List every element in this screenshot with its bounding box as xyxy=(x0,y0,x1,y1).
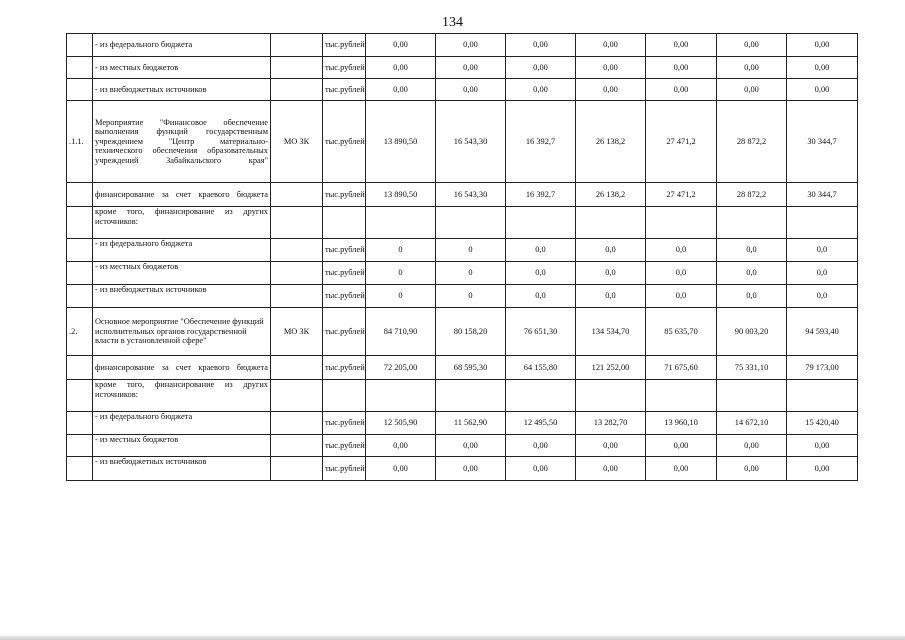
row-name: кроме того, финансирование из других источников: xyxy=(93,380,271,412)
row-value: 12 495,50 xyxy=(506,412,576,435)
row-value: 0 xyxy=(436,262,506,285)
row-value: 0,00 xyxy=(646,435,717,457)
row-value: 79 173,00 xyxy=(787,356,858,380)
row-value: 0,0 xyxy=(506,239,576,262)
row-value: 68 595,30 xyxy=(436,356,506,380)
row-value xyxy=(717,380,787,412)
row-name: - из местных бюджетов xyxy=(93,435,271,457)
row-number xyxy=(67,79,93,101)
table-row xyxy=(67,262,858,285)
table-row xyxy=(67,285,858,308)
row-responsible xyxy=(271,79,323,101)
row-responsible xyxy=(271,457,323,481)
row-value: 0,00 xyxy=(717,34,787,57)
row-number xyxy=(67,285,93,308)
table-row xyxy=(67,57,858,79)
row-value: 0,00 xyxy=(717,57,787,79)
row-responsible xyxy=(271,356,323,380)
row-value: 80 158,20 xyxy=(436,308,506,356)
row-value: 28 872,2 xyxy=(717,101,787,183)
row-value: 13 282,70 xyxy=(576,412,646,435)
row-number: .1.1. xyxy=(67,101,93,183)
row-responsible xyxy=(271,285,323,308)
row-unit: тыс.рублей xyxy=(323,412,366,435)
row-value: 0,0 xyxy=(576,285,646,308)
row-value: 0,00 xyxy=(366,457,436,481)
page-number: 134 xyxy=(442,15,463,30)
table-row xyxy=(67,79,858,101)
row-value: 15 420,40 xyxy=(787,412,858,435)
row-value: 0,0 xyxy=(646,285,717,308)
row-value: 0,0 xyxy=(576,262,646,285)
row-value: 0,00 xyxy=(717,79,787,101)
table-row xyxy=(67,380,858,412)
financing-table xyxy=(66,33,858,481)
row-value: 0,00 xyxy=(436,435,506,457)
row-value: 0,0 xyxy=(576,239,646,262)
row-responsible xyxy=(271,239,323,262)
row-value: 0 xyxy=(366,239,436,262)
row-value xyxy=(506,380,576,412)
row-value: 0,00 xyxy=(787,457,858,481)
row-responsible xyxy=(271,262,323,285)
row-value: 76 651,30 xyxy=(506,308,576,356)
row-value: 0,00 xyxy=(436,34,506,57)
row-value: 0,0 xyxy=(787,239,858,262)
row-name: - из федерального бюджета xyxy=(93,34,271,57)
row-value: 16 543,30 xyxy=(436,101,506,183)
row-value: 0,0 xyxy=(506,262,576,285)
row-responsible: МО ЗК xyxy=(271,101,323,183)
row-value: 0,00 xyxy=(436,79,506,101)
row-value: 121 252,00 xyxy=(576,356,646,380)
row-unit xyxy=(323,380,366,412)
table-row xyxy=(67,356,858,380)
row-responsible: МО ЗК xyxy=(271,308,323,356)
table-row xyxy=(67,457,858,481)
row-value: 85 635,70 xyxy=(646,308,717,356)
row-unit: тыс.рублей xyxy=(323,308,366,356)
row-value: 0,00 xyxy=(506,34,576,57)
row-value: 0,0 xyxy=(717,239,787,262)
table-row xyxy=(67,239,858,262)
row-unit: тыс.рублей xyxy=(323,435,366,457)
row-value xyxy=(436,380,506,412)
table-row xyxy=(67,34,858,57)
row-value: 27 471,2 xyxy=(646,101,717,183)
row-number xyxy=(67,262,93,285)
row-unit: тыс.рублей xyxy=(323,356,366,380)
table-row xyxy=(67,207,858,239)
row-number xyxy=(67,356,93,380)
row-value: 14 672,10 xyxy=(717,412,787,435)
row-value xyxy=(646,380,717,412)
row-value: 0 xyxy=(366,262,436,285)
row-name: Мероприятие "Финансовое обеспечение выполнения функций государственным учреждением "Центр материально-технического обеспечения образовательных учреждений Забайкальского края" xyxy=(93,101,271,183)
row-value xyxy=(576,380,646,412)
table-row xyxy=(67,308,858,356)
row-responsible xyxy=(271,380,323,412)
row-value: 84 710,90 xyxy=(366,308,436,356)
row-value: 13 890,50 xyxy=(366,183,436,207)
row-number xyxy=(67,207,93,239)
row-responsible xyxy=(271,34,323,57)
row-value: 0 xyxy=(366,285,436,308)
row-value: 0,00 xyxy=(646,457,717,481)
row-number xyxy=(67,183,93,207)
row-value: 11 562,90 xyxy=(436,412,506,435)
row-value: 0,00 xyxy=(576,79,646,101)
row-value: 13 960,10 xyxy=(646,412,717,435)
row-unit: тыс.рублей xyxy=(323,79,366,101)
row-value: 0,00 xyxy=(576,435,646,457)
row-value xyxy=(787,380,858,412)
row-value: 64 155,80 xyxy=(506,356,576,380)
row-value: 30 344,7 xyxy=(787,183,858,207)
row-name: финансирование за счет краевого бюджета xyxy=(93,183,271,207)
row-value xyxy=(436,207,506,239)
row-value: 0,00 xyxy=(787,34,858,57)
row-value: 0,00 xyxy=(646,79,717,101)
row-name: кроме того, финансирование из других источников: xyxy=(93,207,271,239)
row-value: 0,00 xyxy=(366,34,436,57)
row-unit: тыс.рублей xyxy=(323,262,366,285)
row-value: 0,00 xyxy=(366,79,436,101)
row-value: 0,0 xyxy=(646,239,717,262)
row-value: 27 471,2 xyxy=(646,183,717,207)
row-responsible xyxy=(271,183,323,207)
row-value: 0,0 xyxy=(717,262,787,285)
row-value: 30 344,7 xyxy=(787,101,858,183)
row-value: 0,0 xyxy=(787,285,858,308)
scan-edge xyxy=(0,636,905,640)
row-value: 0,00 xyxy=(506,435,576,457)
row-value: 13 890,50 xyxy=(366,101,436,183)
row-value: 26 138,2 xyxy=(576,183,646,207)
row-value: 0,00 xyxy=(646,34,717,57)
row-unit: тыс.рублей xyxy=(323,457,366,481)
row-value: 0,00 xyxy=(576,34,646,57)
row-unit: тыс.рублей xyxy=(323,183,366,207)
row-number xyxy=(67,457,93,481)
row-responsible xyxy=(271,412,323,435)
row-value: 0,00 xyxy=(717,457,787,481)
row-value: 0,00 xyxy=(576,57,646,79)
row-value: 0,0 xyxy=(506,285,576,308)
row-number xyxy=(67,435,93,457)
row-responsible xyxy=(271,435,323,457)
row-number xyxy=(67,412,93,435)
row-value: 0,00 xyxy=(366,435,436,457)
row-value xyxy=(787,207,858,239)
row-number xyxy=(67,239,93,262)
row-name: - из местных бюджетов xyxy=(93,57,271,79)
row-value: 71 675,60 xyxy=(646,356,717,380)
row-responsible xyxy=(271,207,323,239)
row-unit: тыс.рублей xyxy=(323,57,366,79)
row-value: 16 392,7 xyxy=(506,183,576,207)
row-number: .2. xyxy=(67,308,93,356)
row-value: 0,00 xyxy=(576,457,646,481)
row-value xyxy=(646,207,717,239)
row-value: 0,0 xyxy=(717,285,787,308)
row-value: 0,00 xyxy=(506,79,576,101)
row-value: 0,00 xyxy=(506,57,576,79)
row-value: 0,00 xyxy=(436,457,506,481)
row-unit: тыс.рублей xyxy=(323,34,366,57)
row-number xyxy=(67,380,93,412)
row-value: 0,00 xyxy=(787,435,858,457)
row-value: 75 331,10 xyxy=(717,356,787,380)
row-value xyxy=(576,207,646,239)
row-name: - из внебюджетных источников xyxy=(93,457,271,481)
row-name: Основное мероприятие "Обеспечение функций исполнительных органов государственной власти в установленной сфере" xyxy=(93,308,271,356)
row-value: 0,00 xyxy=(787,57,858,79)
row-number xyxy=(67,34,93,57)
row-value: 72 205,00 xyxy=(366,356,436,380)
row-number xyxy=(67,57,93,79)
row-value: 16 392,7 xyxy=(506,101,576,183)
row-unit: тыс.рублей xyxy=(323,239,366,262)
row-unit: тыс.рублей xyxy=(323,101,366,183)
row-value: 0 xyxy=(436,285,506,308)
row-name: - из внебюджетных источников xyxy=(93,79,271,101)
row-value: 12 505,90 xyxy=(366,412,436,435)
row-value: 0,00 xyxy=(646,57,717,79)
row-value: 0 xyxy=(436,239,506,262)
row-unit xyxy=(323,207,366,239)
row-value: 94 593,40 xyxy=(787,308,858,356)
row-value: 0,0 xyxy=(787,262,858,285)
row-value: 0,00 xyxy=(436,57,506,79)
table-row xyxy=(67,412,858,435)
row-name: - из местных бюджетов xyxy=(93,262,271,285)
row-value: 26 138,2 xyxy=(576,101,646,183)
table-row xyxy=(67,101,858,183)
row-value: 0,00 xyxy=(506,457,576,481)
row-value: 134 534,70 xyxy=(576,308,646,356)
row-value xyxy=(366,207,436,239)
row-name: - из федерального бюджета xyxy=(93,239,271,262)
row-value: 0,00 xyxy=(366,57,436,79)
table-row xyxy=(67,183,858,207)
table-row xyxy=(67,435,858,457)
row-name: - из внебюджетных источников xyxy=(93,285,271,308)
row-responsible xyxy=(271,57,323,79)
row-value xyxy=(717,207,787,239)
row-value xyxy=(366,380,436,412)
row-value: 0,00 xyxy=(787,79,858,101)
row-value: 0,0 xyxy=(646,262,717,285)
row-value: 16 543,30 xyxy=(436,183,506,207)
row-name: - из федерального бюджета xyxy=(93,412,271,435)
row-name: финансирование за счет краевого бюджета xyxy=(93,356,271,380)
row-unit: тыс.рублей xyxy=(323,285,366,308)
row-value: 90 003,20 xyxy=(717,308,787,356)
row-value: 28 872,2 xyxy=(717,183,787,207)
row-value xyxy=(506,207,576,239)
row-value: 0,00 xyxy=(717,435,787,457)
